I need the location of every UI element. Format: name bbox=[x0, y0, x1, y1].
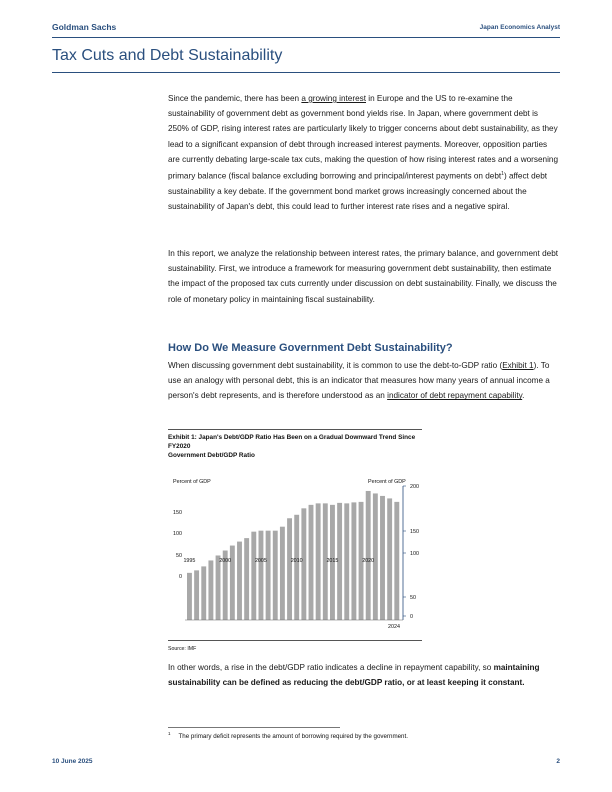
bar-1997 bbox=[201, 566, 206, 620]
right-tick-label-0: 0 bbox=[410, 614, 413, 620]
exhibit-title: Exhibit 1: Japan's Debt/GDP Ratio Has Been on a Gradual Downward Trend Since FY2020 bbox=[168, 434, 416, 450]
footnote-text: The primary deficit represents the amount of borrowing required by the government. bbox=[178, 733, 408, 741]
page-title: Tax Cuts and Debt Sustainability bbox=[52, 47, 283, 64]
x-label-2005: 2005 bbox=[254, 558, 267, 564]
left-tick-label-150: 150 bbox=[173, 510, 182, 516]
bar-2010 bbox=[294, 515, 299, 620]
bar-1995 bbox=[187, 573, 192, 620]
bar-2023 bbox=[387, 498, 392, 620]
bar-2007 bbox=[273, 531, 278, 620]
exhibit-bottom-rule bbox=[168, 640, 422, 641]
left-tick-label-50: 50 bbox=[176, 553, 182, 559]
exhibit-subtitle: Government Debt/GDP Ratio bbox=[168, 452, 255, 459]
intro-paragraph-2 bbox=[168, 246, 560, 307]
section-paragraph bbox=[168, 358, 560, 404]
exhibit-source: Source: IMF bbox=[168, 646, 197, 652]
growing-interest-link[interactable]: a growing interest bbox=[301, 94, 366, 103]
footnote bbox=[168, 731, 408, 740]
x-label-2020: 2020 bbox=[362, 558, 375, 564]
p1-text-b: in Europe and the US to re-examine the sustainability of government debt as government bond yields rise. In Japan, where government debt is 250% of GDP, rising interest rates are particularly likely to trigger concerns about debt sustainability, as they lead to a significant expansion of debt through increased interest payments. Moreover, opposition parties are currently debating large-scale tax cuts, making the question of how rising interest rates and a worsening primary balance (fiscal balance excluding borrowing and principal/interest payments on debt bbox=[168, 94, 559, 181]
right-tick-label-50: 50 bbox=[410, 595, 416, 601]
bar-2017 bbox=[344, 503, 349, 620]
bar-1999 bbox=[216, 555, 221, 620]
bar-2001 bbox=[230, 546, 235, 620]
report-date: 10 June 2025 bbox=[52, 758, 93, 765]
bar-2003 bbox=[244, 538, 249, 620]
right-tick-label-100: 100 bbox=[410, 551, 419, 557]
header-divider bbox=[52, 37, 560, 38]
publication-name: Japan Economics Analyst bbox=[479, 24, 560, 31]
bar-1996 bbox=[194, 570, 199, 620]
p4-text-a: In other words, a rise in the debt/GDP ratio indicates a decline in repayment capability, so bbox=[168, 663, 494, 672]
repayment-capability-link[interactable]: indicator of debt repayment capability bbox=[387, 391, 523, 401]
bar-series bbox=[187, 491, 399, 620]
left-tick-label-100: 100 bbox=[173, 531, 182, 537]
bar-2013 bbox=[316, 503, 321, 620]
bar-2004 bbox=[251, 532, 256, 620]
footnote-ref[interactable]: 1 bbox=[501, 171, 504, 178]
right-axis-label: Percent of GDP bbox=[368, 479, 406, 485]
bar-2002 bbox=[237, 542, 242, 620]
bar-2009 bbox=[287, 518, 292, 620]
exhibit-1-link[interactable]: Exhibit 1 bbox=[502, 361, 534, 370]
bar-2022 bbox=[380, 496, 385, 620]
debt-gdp-chart bbox=[168, 470, 428, 640]
bar-2024 bbox=[394, 502, 399, 620]
footnote-mark: 1 bbox=[168, 731, 171, 736]
bar-2006 bbox=[266, 531, 271, 620]
p1-text-c: ) affect debt sustainability a key debate. If the government bond market grows increasingly concerned about the sustainability of Japan's debt, this could lead to further interest rate rises and a negative spiral. bbox=[168, 171, 548, 212]
bar-2021 bbox=[373, 493, 378, 620]
footnote-divider bbox=[168, 727, 340, 728]
x-label-2010: 2010 bbox=[290, 558, 303, 564]
p3-text-a: When discussing government debt sustainability, it is common to use the debt-to-GDP ratio ( bbox=[168, 361, 503, 370]
x-label-2024: 2024 bbox=[388, 624, 400, 630]
bar-2020 bbox=[366, 491, 371, 620]
p4-bold-text: maintaining sustainability can be defined as reducing the debt/GDP ratio, or at least keeping it constant. bbox=[168, 663, 540, 688]
right-tick-label-150: 150 bbox=[410, 529, 419, 535]
exhibit-top-rule bbox=[168, 429, 422, 430]
bar-1998 bbox=[208, 560, 213, 620]
p3-text-c: . bbox=[522, 391, 525, 401]
closing-paragraph bbox=[168, 660, 560, 690]
brand-name: Goldman Sachs bbox=[52, 22, 117, 32]
right-tick-label-200: 200 bbox=[410, 484, 419, 490]
x-label-1995: 1995 bbox=[183, 558, 196, 564]
title-divider bbox=[52, 72, 560, 73]
p2-text: In this report, we analyze the relationship between interest rates, the primary balance, and government debt sustainability. First, we introduce a framework for measuring government debt sustainability, then estimate the impact of the proposed tax cuts currently under discussion on debt sustainability. Finally, we discuss the role of monetary policy in maintaining fiscal sustainability. bbox=[168, 249, 559, 304]
section-heading: How Do We Measure Government Debt Sustainability? bbox=[168, 342, 453, 354]
left-axis-label: Percent of GDP bbox=[173, 479, 211, 485]
page-number: 2 bbox=[556, 758, 560, 765]
bar-2011 bbox=[301, 508, 306, 620]
p3-text-b: ). To use an analogy with personal debt, this is an indicator that measures how many years of annual income a person's debt represents, and is therefore understood as an bbox=[168, 361, 550, 401]
left-axis bbox=[173, 510, 182, 580]
x-label-2015: 2015 bbox=[326, 558, 339, 564]
right-axis bbox=[403, 484, 419, 620]
left-tick-label-0: 0 bbox=[179, 574, 182, 580]
bar-2008 bbox=[280, 527, 285, 620]
bar-2005 bbox=[259, 531, 264, 620]
bar-2018 bbox=[351, 502, 356, 620]
bar-2012 bbox=[309, 505, 314, 620]
x-label-2000: 2000 bbox=[219, 558, 232, 564]
p1-text-a: Since the pandemic, there has been bbox=[168, 94, 302, 103]
intro-paragraph-1 bbox=[168, 91, 560, 214]
